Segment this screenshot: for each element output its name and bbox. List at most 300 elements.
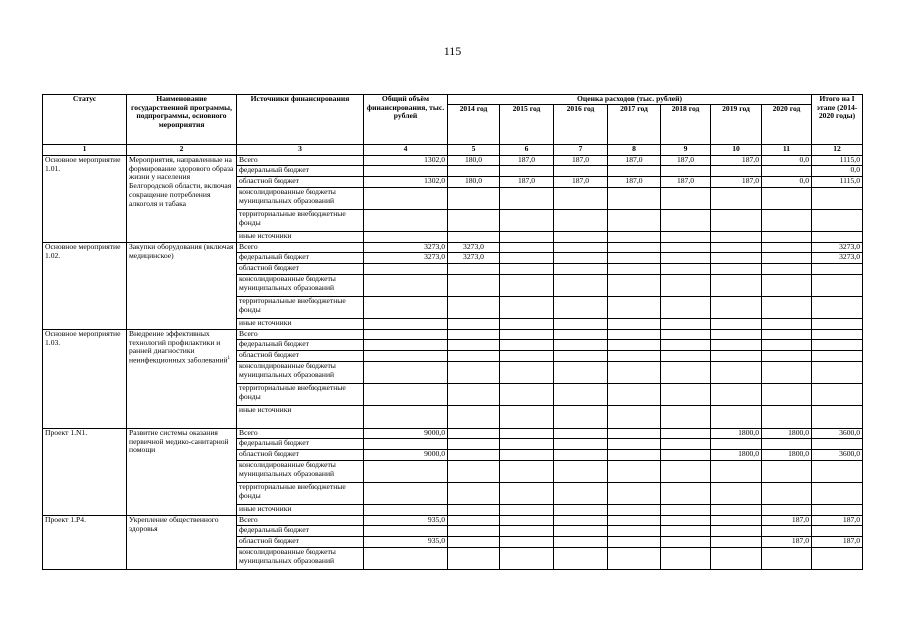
value-cell — [554, 439, 608, 450]
value-cell — [812, 210, 863, 232]
value-cell — [762, 166, 812, 177]
value-cell — [500, 548, 554, 570]
value-cell — [608, 351, 661, 362]
value-cell — [711, 188, 762, 210]
value-cell — [608, 406, 661, 429]
value-cell — [812, 232, 863, 243]
column-number: 7 — [554, 145, 608, 156]
source-label: территориальные внебюджетные фонды — [237, 210, 364, 232]
col-header-total: Общий объём финансирования, тыс. рублей — [364, 95, 448, 145]
value-cell — [812, 439, 863, 450]
value-cell — [661, 548, 711, 570]
value-cell — [711, 384, 762, 406]
value-cell — [554, 461, 608, 483]
value-cell — [812, 526, 863, 537]
column-number: 12 — [812, 145, 863, 156]
value-cell — [554, 264, 608, 275]
source-label: Всего — [237, 156, 364, 166]
value-cell — [364, 548, 448, 570]
year-header: 2018 год — [661, 105, 711, 145]
value-cell — [711, 362, 762, 384]
value-cell — [812, 505, 863, 516]
year-header: 2017 год — [608, 105, 661, 145]
value-cell — [364, 461, 448, 483]
value-cell: 187,0 — [711, 177, 762, 188]
source-label: федеральный бюджет — [237, 526, 364, 537]
value-cell — [711, 461, 762, 483]
value-cell — [661, 297, 711, 319]
footnote-marker: 1 — [227, 356, 231, 362]
value-cell — [711, 537, 762, 548]
value-cell: 1115,0 — [812, 156, 863, 166]
value-cell — [364, 351, 448, 362]
value-cell — [448, 505, 500, 516]
value-cell — [661, 188, 711, 210]
year-header: 2015 год — [500, 105, 554, 145]
value-cell — [812, 319, 863, 330]
source-label: консолидированные бюджеты муниципальных образований — [237, 461, 364, 483]
row-name — [127, 156, 237, 243]
value-cell — [711, 253, 762, 264]
row-name-text: Внедрение эффективных технологий профилактики и ранней диагностики неинфекционных заболеваний — [129, 329, 228, 365]
value-cell — [812, 548, 863, 570]
source-label: Всего — [237, 516, 364, 526]
column-number: 8 — [608, 145, 661, 156]
value-cell — [711, 483, 762, 505]
value-cell — [448, 450, 500, 461]
value-cell — [500, 537, 554, 548]
value-cell: 0,0 — [762, 177, 812, 188]
value-cell: 187,0 — [608, 156, 661, 166]
value-cell — [661, 384, 711, 406]
value-cell — [500, 275, 554, 297]
value-cell — [554, 351, 608, 362]
value-cell — [812, 351, 863, 362]
value-cell: 1302,0 — [364, 156, 448, 166]
value-cell — [554, 232, 608, 243]
value-cell — [711, 319, 762, 330]
value-cell — [608, 526, 661, 537]
value-cell — [448, 439, 500, 450]
value-cell — [812, 297, 863, 319]
row-name-text: Мероприятия, направленные на формирование здорового образа жизни у населения Белгородской области, включая сокращение потребления алкоголя и табака — [129, 155, 234, 208]
source-label: консолидированные бюджеты муниципальных образований — [237, 362, 364, 384]
value-cell — [661, 537, 711, 548]
column-number: 5 — [448, 145, 500, 156]
value-cell — [500, 526, 554, 537]
value-cell — [364, 210, 448, 232]
value-cell — [500, 243, 554, 253]
value-cell — [762, 264, 812, 275]
value-cell — [661, 330, 711, 340]
value-cell — [608, 450, 661, 461]
table-row — [43, 330, 863, 340]
value-cell — [554, 384, 608, 406]
row-status: Основное мероприятие 1.03. — [43, 330, 127, 429]
value-cell — [608, 319, 661, 330]
value-cell — [608, 188, 661, 210]
value-cell — [762, 319, 812, 330]
value-cell — [711, 275, 762, 297]
value-cell — [364, 362, 448, 384]
value-cell — [661, 461, 711, 483]
value-cell — [608, 537, 661, 548]
value-cell — [364, 188, 448, 210]
value-cell — [500, 384, 554, 406]
value-cell — [448, 340, 500, 351]
value-cell — [448, 483, 500, 505]
value-cell — [711, 406, 762, 429]
year-header: 2014 год — [448, 105, 500, 145]
value-cell: 0,0 — [812, 166, 863, 177]
value-cell: 1800,0 — [762, 429, 812, 439]
source-label: иные источники — [237, 406, 364, 429]
value-cell — [711, 548, 762, 570]
value-cell — [364, 297, 448, 319]
col-header-sources: Источники финансирования — [237, 95, 364, 145]
value-cell — [608, 275, 661, 297]
value-cell: 187,0 — [661, 177, 711, 188]
source-label: консолидированные бюджеты муниципальных образований — [237, 548, 364, 570]
value-cell — [711, 264, 762, 275]
value-cell: 187,0 — [812, 537, 863, 548]
value-cell — [500, 210, 554, 232]
source-label: консолидированные бюджеты муниципальных образований — [237, 275, 364, 297]
value-cell — [812, 362, 863, 384]
value-cell: 9000,0 — [364, 429, 448, 439]
value-cell — [762, 340, 812, 351]
value-cell — [762, 188, 812, 210]
value-cell — [608, 166, 661, 177]
value-cell — [448, 319, 500, 330]
value-cell — [608, 210, 661, 232]
value-cell — [364, 166, 448, 177]
value-cell — [711, 330, 762, 340]
column-number: 1 — [43, 145, 127, 156]
source-label: областной бюджет — [237, 351, 364, 362]
value-cell — [608, 483, 661, 505]
value-cell — [448, 264, 500, 275]
value-cell — [448, 166, 500, 177]
col-header-estimate: Оценка расходов (тыс. рублей) — [448, 95, 812, 105]
value-cell: 180,0 — [448, 177, 500, 188]
value-cell — [364, 526, 448, 537]
value-cell — [711, 516, 762, 526]
value-cell — [500, 351, 554, 362]
value-cell — [661, 166, 711, 177]
source-label: Всего — [237, 243, 364, 253]
value-cell: 1800,0 — [762, 450, 812, 461]
value-cell — [711, 297, 762, 319]
source-label: иные источники — [237, 232, 364, 243]
value-cell — [364, 406, 448, 429]
value-cell: 0,0 — [762, 156, 812, 166]
value-cell — [608, 429, 661, 439]
value-cell — [762, 439, 812, 450]
value-cell — [364, 232, 448, 243]
value-cell — [448, 330, 500, 340]
value-cell — [711, 166, 762, 177]
value-cell — [364, 275, 448, 297]
value-cell: 3600,0 — [812, 450, 863, 461]
value-cell: 1115,0 — [812, 177, 863, 188]
value-cell — [554, 188, 608, 210]
column-number: 10 — [711, 145, 762, 156]
value-cell — [448, 406, 500, 429]
value-cell — [500, 264, 554, 275]
value-cell: 187,0 — [812, 516, 863, 526]
value-cell — [448, 526, 500, 537]
value-cell: 187,0 — [608, 177, 661, 188]
value-cell — [608, 461, 661, 483]
source-label: федеральный бюджет — [237, 166, 364, 177]
value-cell — [661, 406, 711, 429]
source-label: территориальные внебюджетные фонды — [237, 297, 364, 319]
value-cell — [711, 439, 762, 450]
value-cell — [554, 483, 608, 505]
row-status: Основное мероприятие 1.01. — [43, 156, 127, 243]
value-cell — [762, 483, 812, 505]
source-label: иные источники — [237, 505, 364, 516]
value-cell — [661, 264, 711, 275]
value-cell — [448, 297, 500, 319]
value-cell: 3273,0 — [448, 243, 500, 253]
value-cell — [448, 362, 500, 384]
value-cell — [364, 439, 448, 450]
table-row — [43, 429, 863, 439]
value-cell — [661, 526, 711, 537]
year-header: 2020 год — [762, 105, 812, 145]
value-cell: 3273,0 — [364, 243, 448, 253]
value-cell — [554, 330, 608, 340]
value-cell — [554, 362, 608, 384]
value-cell — [608, 297, 661, 319]
value-cell — [661, 243, 711, 253]
value-cell — [762, 330, 812, 340]
value-cell: 1800,0 — [711, 450, 762, 461]
value-cell — [711, 232, 762, 243]
value-cell — [500, 319, 554, 330]
value-cell — [500, 439, 554, 450]
value-cell — [812, 461, 863, 483]
value-cell — [554, 275, 608, 297]
value-cell — [448, 188, 500, 210]
source-label: консолидированные бюджеты муниципальных образований — [237, 188, 364, 210]
source-label: иные источники — [237, 319, 364, 330]
value-cell — [500, 406, 554, 429]
value-cell — [448, 548, 500, 570]
col-header-status: Статус — [43, 95, 127, 145]
value-cell — [711, 340, 762, 351]
value-cell — [500, 297, 554, 319]
value-cell: 1302,0 — [364, 177, 448, 188]
value-cell — [364, 483, 448, 505]
table-body — [43, 95, 863, 570]
value-cell — [554, 548, 608, 570]
value-cell — [448, 384, 500, 406]
value-cell — [661, 210, 711, 232]
value-cell — [364, 505, 448, 516]
value-cell — [762, 461, 812, 483]
value-cell: 187,0 — [711, 156, 762, 166]
value-cell — [448, 232, 500, 243]
value-cell — [554, 505, 608, 516]
value-cell — [500, 505, 554, 516]
value-cell — [762, 351, 812, 362]
column-number: 6 — [500, 145, 554, 156]
column-numbers-row — [43, 145, 863, 156]
value-cell — [554, 210, 608, 232]
row-name-text: Укрепление общественного здоровья — [129, 515, 219, 533]
value-cell — [661, 362, 711, 384]
value-cell — [661, 483, 711, 505]
source-label: территориальные внебюджетные фонды — [237, 384, 364, 406]
value-cell — [554, 340, 608, 351]
source-label: территориальные внебюджетные фонды — [237, 483, 364, 505]
value-cell — [554, 516, 608, 526]
value-cell — [661, 232, 711, 243]
value-cell: 180,0 — [448, 156, 500, 166]
source-label: федеральный бюджет — [237, 439, 364, 450]
value-cell — [762, 253, 812, 264]
source-label: федеральный бюджет — [237, 253, 364, 264]
value-cell — [762, 275, 812, 297]
value-cell — [608, 439, 661, 450]
value-cell — [500, 483, 554, 505]
value-cell — [554, 537, 608, 548]
value-cell: 3273,0 — [812, 253, 863, 264]
value-cell: 1800,0 — [711, 429, 762, 439]
value-cell — [608, 264, 661, 275]
value-cell — [762, 406, 812, 429]
value-cell — [364, 340, 448, 351]
value-cell — [448, 210, 500, 232]
row-name — [127, 516, 237, 570]
value-cell — [554, 429, 608, 439]
value-cell — [448, 275, 500, 297]
source-label: федеральный бюджет — [237, 340, 364, 351]
value-cell — [608, 362, 661, 384]
value-cell: 187,0 — [554, 177, 608, 188]
value-cell — [364, 384, 448, 406]
value-cell — [762, 384, 812, 406]
value-cell: 3273,0 — [364, 253, 448, 264]
year-header: 2016 год — [554, 105, 608, 145]
row-status: Проект 1.N1. — [43, 429, 127, 516]
column-number: 3 — [237, 145, 364, 156]
source-label: Всего — [237, 330, 364, 340]
value-cell — [661, 450, 711, 461]
value-cell: 3600,0 — [812, 429, 863, 439]
value-cell — [448, 351, 500, 362]
value-cell — [711, 243, 762, 253]
value-cell: 9000,0 — [364, 450, 448, 461]
value-cell — [448, 516, 500, 526]
value-cell: 935,0 — [364, 537, 448, 548]
value-cell — [812, 264, 863, 275]
value-cell — [762, 548, 812, 570]
column-number: 4 — [364, 145, 448, 156]
value-cell — [448, 537, 500, 548]
value-cell — [554, 406, 608, 429]
value-cell — [500, 166, 554, 177]
value-cell: 187,0 — [661, 156, 711, 166]
value-cell — [500, 516, 554, 526]
value-cell — [812, 483, 863, 505]
value-cell — [661, 319, 711, 330]
value-cell — [711, 505, 762, 516]
value-cell — [554, 166, 608, 177]
value-cell — [500, 450, 554, 461]
row-name-text: Развитие системы оказания первичной медико-санитарной помощи — [129, 428, 229, 455]
value-cell — [500, 232, 554, 243]
financing-table — [42, 94, 863, 570]
value-cell: 187,0 — [762, 537, 812, 548]
value-cell — [364, 330, 448, 340]
source-label: областной бюджет — [237, 537, 364, 548]
year-header: 2019 год — [711, 105, 762, 145]
value-cell — [661, 340, 711, 351]
row-status: Основное мероприятие 1.02. — [43, 243, 127, 330]
value-cell — [661, 429, 711, 439]
value-cell — [762, 505, 812, 516]
value-cell — [661, 439, 711, 450]
source-label: областной бюджет — [237, 177, 364, 188]
value-cell — [711, 351, 762, 362]
col-header-itogo: Итого на I этапе (2014-2020 годы) — [812, 95, 863, 145]
value-cell — [661, 351, 711, 362]
row-name — [127, 429, 237, 516]
value-cell — [364, 319, 448, 330]
value-cell — [554, 243, 608, 253]
value-cell — [364, 264, 448, 275]
value-cell — [661, 253, 711, 264]
value-cell — [812, 384, 863, 406]
value-cell — [762, 243, 812, 253]
value-cell — [500, 253, 554, 264]
value-cell — [500, 330, 554, 340]
value-cell: 187,0 — [500, 156, 554, 166]
value-cell — [554, 526, 608, 537]
value-cell: 935,0 — [364, 516, 448, 526]
value-cell — [608, 243, 661, 253]
table-row — [43, 516, 863, 526]
table-row — [43, 156, 863, 166]
source-label: Всего — [237, 429, 364, 439]
value-cell — [554, 319, 608, 330]
page-number: 115 — [443, 44, 462, 58]
value-cell — [500, 340, 554, 351]
value-cell — [762, 210, 812, 232]
value-cell — [762, 232, 812, 243]
table-row — [43, 243, 863, 253]
value-cell — [448, 461, 500, 483]
value-cell: 3273,0 — [812, 243, 863, 253]
value-cell — [500, 429, 554, 439]
value-cell — [762, 297, 812, 319]
value-cell: 187,0 — [554, 156, 608, 166]
value-cell — [812, 188, 863, 210]
row-name — [127, 243, 237, 330]
col-header-name: Наименование государственной программы, подпрограммы, основного мероприятия — [127, 95, 237, 145]
value-cell — [608, 516, 661, 526]
value-cell — [554, 450, 608, 461]
row-name — [127, 330, 237, 429]
value-cell — [711, 210, 762, 232]
column-number: 11 — [762, 145, 812, 156]
value-cell — [608, 505, 661, 516]
value-cell — [448, 429, 500, 439]
